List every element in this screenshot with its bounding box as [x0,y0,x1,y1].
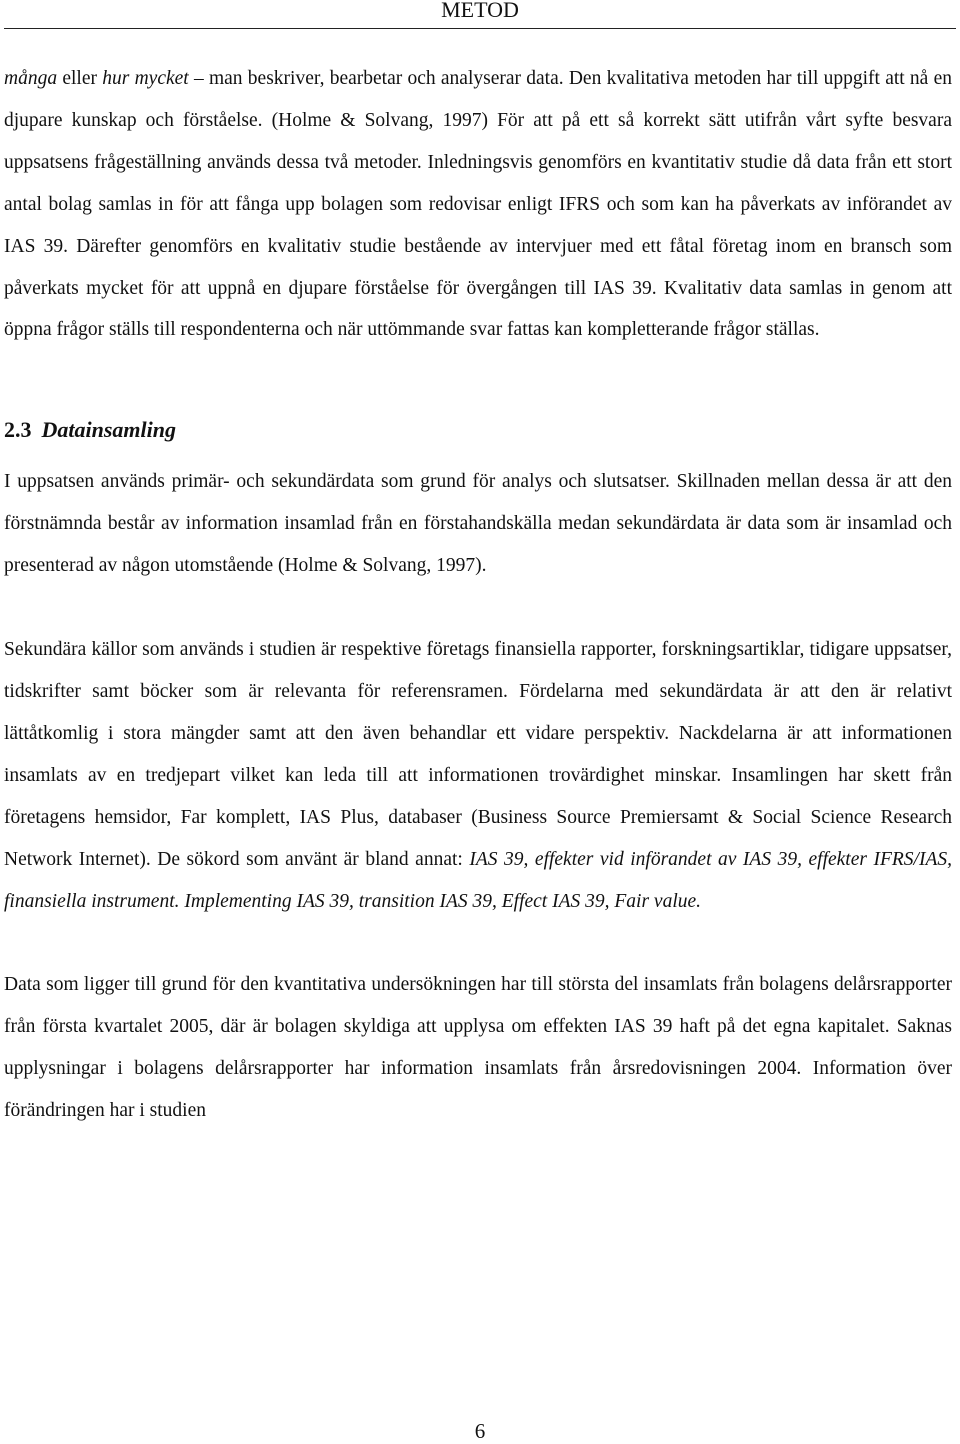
page-number: 6 [474,1419,486,1443]
section-number: 2.3 [4,417,32,443]
spacer [4,922,952,964]
spacer [4,351,952,415]
paragraph-primary-secondary: I uppsatsen används primär- och sekundärdata som grund för analys och slutsatser. Skillnaden mellan dessa är att den förstnämnda består av information insamlad från en förstahandskälla medan sekundärdata är data som är insamlad och presenterad av någon utomstående (Holme & Solvang, 1997). [4,471,952,577]
running-header-title: METOD [441,0,519,22]
header-rule [4,28,956,29]
spacer [4,587,952,629]
paragraph-quantitative-data: Data som ligger till grund för den kvantitativa undersökningen har till största del insamlats från bolagens delårsrapporter från första kvartalet 2005, där är bolagen skyldiga att upplysa om effekten IAS 39 haft på det egna kapitalet. Saknas upplysningar i bolagens delårsrapporter har information insamlats från årsredovisningen 2004. Information över förändringen har i studien [4,974,952,1122]
section-title: Datainsamling [41,417,176,443]
paragraph-method-intro [4,58,952,351]
page-header [0,0,960,30]
page-body [4,58,952,1132]
text-run: – man beskriver, bearbetar och analyserar data. Den kvalitativa metoden har till uppgift att nå en djupare kunskap och förståelse. (Holme & Solvang, 1997) För att på ett så korrekt sätt utifrån vårt syfte besvara uppsatsens frågeställning används dessa två metoder. Inledningsvis genomförs en kvantitativ studie då data från ett stort antal bolag samlas in för att fånga upp bolagen som redovisar enligt IFRS och som kan ha påverkats av införandet av IAS 39. Därefter genomförs en kvalitativ studie bestående av intervjuer med ett fåtal företag inom en bransch som påverkats mycket för att uppnå en djupare förståelse för övergången till IAS 39. Kvalitativ data samlas in genom att öppna frågor ställs till respondenterna och när uttömmande svar fattas kan kompletterande frågor ställas. [4,68,952,341]
section-heading [4,415,952,445]
text-run: Sekundära källor som används i studien är respektive företags finansiella rapporter, forskningsartiklar, tidigare uppsatser, tidskrifter samt böcker som är relevanta för referensramen. Fördelarna med sekundärdata är att den är relativt lättåtkomlig i stora mängder samt att den även behandlar ett vidare perspektiv. Nackdelarna är att informationen insamlats av en tredjepart vilket kan leda till att informationen trovärdighet minskar. Insamlingen har skett från företagens hemsidor, Far komplett, IAS Plus, databaser (Business Source Premiersamt & Social Science Research Network Internet). De sökord som använt är bland annat: [4,639,952,870]
italic-term: många [4,68,58,89]
search-keywords: IAS 39, effekter vid införandet av IAS 39, effekter IFRS/IAS, finansiella instrument. Implementing IAS 39, transition IAS 39, Effect IAS 39, Fair value. [4,848,952,912]
italic-term: hur mycket [102,68,189,89]
text-run: eller [57,68,103,89]
paragraph-secondary-sources [4,629,952,922]
